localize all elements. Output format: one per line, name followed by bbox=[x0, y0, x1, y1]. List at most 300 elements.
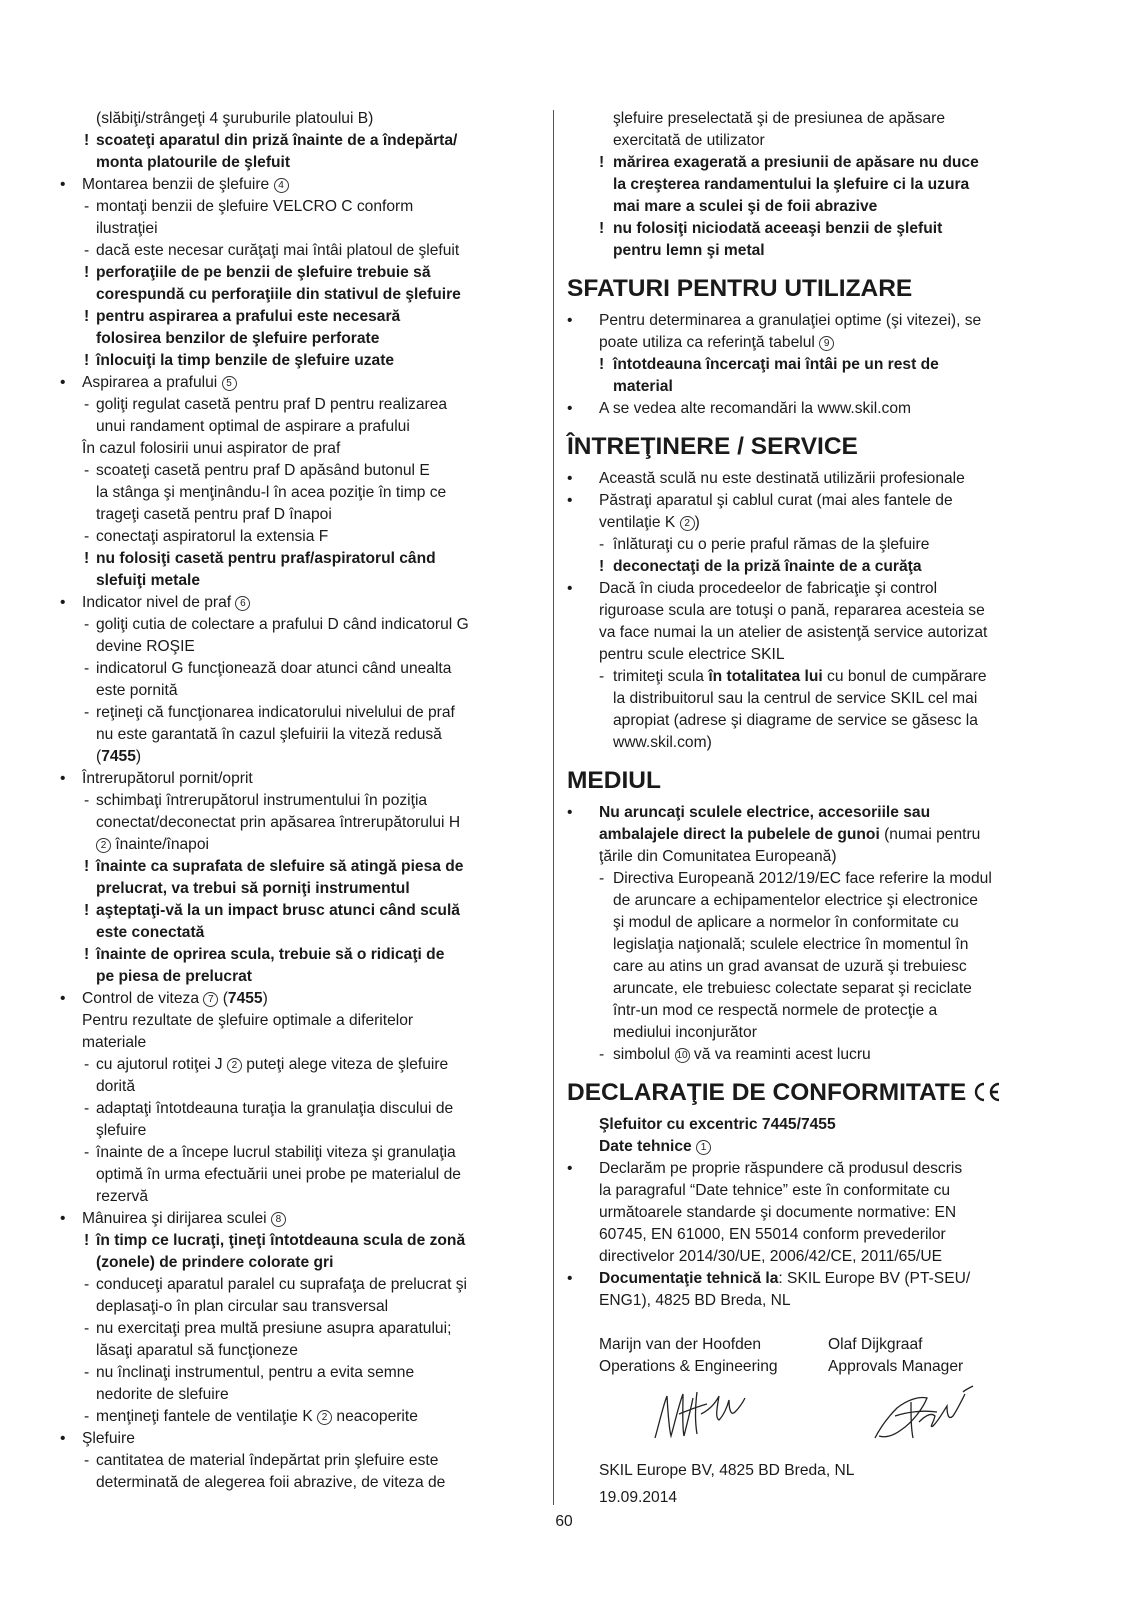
list-marker: - bbox=[84, 1408, 90, 1425]
list-marker: - bbox=[84, 1276, 90, 1293]
line-text: Date tehnice bbox=[599, 1138, 692, 1155]
line-text: aşteptaţi-vă la un impact brusc atunci când sculă bbox=[96, 902, 460, 919]
line-text: Aspirarea a prafului bbox=[82, 374, 218, 391]
text-line bbox=[60, 1010, 550, 1032]
text-line bbox=[567, 1114, 1057, 1136]
line-text: înainte ca suprafata de slefuire să atingă piesa de bbox=[96, 858, 464, 875]
line-text: goliţi cutia de colectare a prafului D când indicatorul G bbox=[96, 616, 469, 633]
line-text: nu folosiţi niciodată aceeaşi benzii de şlefuit bbox=[613, 220, 943, 237]
line-text: apropiat (adrese şi diagrame de service se găsesc la bbox=[613, 712, 978, 729]
text-line bbox=[60, 680, 550, 702]
list-marker: • bbox=[567, 1270, 573, 1287]
text-line bbox=[567, 1224, 1057, 1246]
line-text: va face numai la un atelier de asistenţă service autorizat bbox=[599, 624, 988, 641]
page-number: 60 bbox=[555, 1513, 573, 1530]
list-marker: - bbox=[84, 396, 90, 413]
line-text: corespundă cu perforaţiile din stativul de şlefuire bbox=[96, 286, 461, 303]
list-marker: ! bbox=[599, 220, 605, 237]
line-text: înlăturaţi cu o perie praful rămas de la şlefuire bbox=[613, 536, 930, 553]
text-line bbox=[567, 398, 1057, 420]
line-text: nu folosiţi casetă pentru praf/aspiratorul când bbox=[96, 550, 436, 567]
line-text: trimiteţi scula bbox=[613, 668, 709, 685]
text-line bbox=[567, 332, 1057, 354]
text-line bbox=[60, 394, 550, 416]
text-line bbox=[567, 1180, 1057, 1202]
section-heading bbox=[567, 766, 1057, 796]
text-line bbox=[567, 666, 1057, 688]
line-text: nu înclinaţi instrumentul, pentru a evita semne bbox=[96, 1364, 415, 1381]
text-line bbox=[567, 732, 1057, 754]
text-line bbox=[60, 944, 550, 966]
list-marker: - bbox=[599, 536, 605, 553]
text-line bbox=[60, 1208, 550, 1230]
line-text: dorită bbox=[96, 1078, 136, 1095]
list-marker: ! bbox=[84, 264, 90, 281]
list-marker: ! bbox=[84, 902, 90, 919]
text-line bbox=[567, 688, 1057, 710]
text-line bbox=[567, 468, 1057, 490]
list-marker: ! bbox=[84, 308, 90, 325]
list-marker: ! bbox=[84, 132, 90, 149]
list-marker: • bbox=[567, 470, 573, 487]
list-marker: • bbox=[60, 1430, 66, 1447]
figure-ref-icon: 9 bbox=[819, 336, 834, 351]
text-line bbox=[60, 196, 550, 218]
list-marker: • bbox=[60, 990, 66, 1007]
text-line bbox=[60, 372, 550, 394]
line-text: pentru aspirarea a prafului este necesară bbox=[96, 308, 401, 325]
text-line bbox=[60, 988, 550, 1010]
line-text: întotdeauna încercaţi mai întâi pe un rest de bbox=[613, 356, 939, 373]
line-text: neacoperite bbox=[336, 1408, 418, 1425]
text-line bbox=[567, 1136, 1057, 1158]
line-text: www.skil.com) bbox=[613, 734, 712, 751]
line-text: Pentru determinarea a granulaţiei optime (şi vitezei), se bbox=[599, 312, 982, 329]
line-text: monta platourile de şlefuit bbox=[96, 154, 291, 171]
line-text: Montarea benzii de şlefuire bbox=[82, 176, 270, 193]
line-text: într-un mod ce respectă normele de protecţie a bbox=[613, 1002, 938, 1019]
text-line bbox=[60, 1428, 550, 1450]
text-line bbox=[60, 724, 550, 746]
line-text: cu ajutorul rotiţei J bbox=[96, 1056, 223, 1073]
line-text: ENG1), 4825 BD Breda, NL bbox=[599, 1292, 791, 1309]
text-line bbox=[567, 1268, 1057, 1290]
text-line bbox=[567, 890, 1057, 912]
line-text: şi modul de aplicare a normelor în conformitate cu bbox=[613, 914, 959, 931]
text-line bbox=[60, 812, 550, 834]
line-text: Declarăm pe proprie răspundere că produsul descris bbox=[599, 1160, 963, 1177]
text-line bbox=[567, 196, 1057, 218]
text-line bbox=[567, 354, 1057, 376]
list-marker: • bbox=[567, 1160, 573, 1177]
line-text: A se vedea alte recomandări la www.skil.com bbox=[599, 400, 912, 417]
line-text: Întrerupătorul pornit/oprit bbox=[82, 770, 253, 787]
line-text: este conectată bbox=[96, 924, 205, 941]
bold-text: 7455 bbox=[227, 990, 263, 1007]
section-heading-text: SFATURI PENTRU UTILIZARE bbox=[567, 275, 913, 302]
line-text: riguroase scula are totuşi o pană, repararea acesteia se bbox=[599, 602, 985, 619]
figure-ref-icon: 2 bbox=[96, 838, 111, 853]
section-heading bbox=[567, 274, 1057, 304]
line-text: Directiva Europeană 2012/19/EC face referire la modul bbox=[613, 870, 992, 887]
list-marker: ! bbox=[84, 352, 90, 369]
line-text: nu este garantată în cazul şlefuirii la viteză redusă bbox=[96, 726, 442, 743]
line-text: materiale bbox=[82, 1034, 147, 1051]
section-heading-text: ÎNTREŢINERE / SERVICE bbox=[567, 433, 858, 460]
line-text: Păstraţi aparatul şi cablul curat (mai ales fantele de bbox=[599, 492, 953, 509]
list-marker: • bbox=[60, 594, 66, 611]
right-column-text bbox=[567, 108, 1057, 1312]
line-text: Dacă în ciuda procedeelor de fabricaţie şi control bbox=[599, 580, 938, 597]
text-line bbox=[60, 746, 550, 768]
text-line bbox=[60, 1296, 550, 1318]
list-marker: - bbox=[599, 668, 605, 685]
line-text: conectaţi aspiratorul la extensia F bbox=[96, 528, 329, 545]
text-line bbox=[60, 1032, 550, 1054]
figure-ref-icon: 1 bbox=[696, 1140, 711, 1155]
figure-ref-icon: 6 bbox=[235, 596, 250, 611]
text-line bbox=[60, 1186, 550, 1208]
text-line bbox=[60, 1054, 550, 1076]
list-marker: ! bbox=[84, 946, 90, 963]
list-marker: • bbox=[60, 374, 66, 391]
text-line bbox=[60, 504, 550, 526]
line-text: următoarele standarde şi documente normative: EN bbox=[599, 1204, 957, 1221]
list-marker: - bbox=[84, 242, 90, 259]
line-text: simbolul bbox=[613, 1046, 671, 1063]
list-marker: • bbox=[567, 804, 573, 821]
line-text: nedorite de slefuire bbox=[96, 1386, 229, 1403]
signatory-1-name: Marijn van der Hoofden bbox=[599, 1336, 762, 1353]
line-text: la distribuitorul sau la centrul de service SKIL cel mai bbox=[613, 690, 978, 707]
line-text: (slăbiţi/strângeţi 4 şuruburile platoului B) bbox=[96, 110, 374, 127]
text-line bbox=[60, 570, 550, 592]
line-text: cu bonul de cumpărare bbox=[822, 668, 987, 685]
footer-address: SKIL Europe BV, 4825 BD Breda, NL bbox=[599, 1462, 855, 1479]
text-line bbox=[60, 416, 550, 438]
text-line bbox=[60, 482, 550, 504]
text-line bbox=[60, 526, 550, 548]
list-marker: - bbox=[84, 704, 90, 721]
text-line bbox=[567, 108, 1057, 130]
text-line bbox=[60, 702, 550, 724]
text-line bbox=[60, 548, 550, 570]
column-divider bbox=[553, 110, 554, 1505]
line-text: ) bbox=[262, 990, 268, 1007]
line-text: prelucrat, va trebui să porniţi instrumentul bbox=[96, 880, 410, 897]
section-heading bbox=[567, 432, 1057, 462]
line-text: directivelor 2014/30/UE, 2006/42/CE, 2011/65/UE bbox=[599, 1248, 942, 1265]
line-text: adaptaţi întotdeauna turaţia la granulaţia discului de bbox=[96, 1100, 454, 1117]
line-text: şlefuire preselectată şi de presiunea de apăsare bbox=[613, 110, 946, 127]
list-marker: - bbox=[84, 616, 90, 633]
line-text: ( bbox=[96, 748, 102, 765]
line-text: ventilaţie K bbox=[599, 514, 676, 531]
signatory-2-role: Approvals Manager bbox=[828, 1358, 964, 1375]
line-text: înainte de a începe lucrul stabiliţi viteza şi granulaţia bbox=[96, 1144, 456, 1161]
line-text: Pentru rezultate de şlefuire optimale a diferitelor bbox=[82, 1012, 414, 1029]
text-line bbox=[60, 1384, 550, 1406]
bold-text: 7455 bbox=[101, 748, 136, 765]
figure-ref-icon: 2 bbox=[680, 516, 695, 531]
line-text: optimă în urma efectuării unei probe pe materialul de bbox=[96, 1166, 461, 1183]
list-marker: ! bbox=[84, 858, 90, 875]
signature-block bbox=[567, 1334, 1057, 1509]
line-text: lăsaţi aparatul să funcţioneze bbox=[96, 1342, 298, 1359]
text-line bbox=[567, 644, 1057, 666]
line-text: montaţi benzii de şlefuire VELCRO C conform bbox=[96, 198, 414, 215]
list-marker: ! bbox=[599, 154, 605, 171]
text-line bbox=[567, 1202, 1057, 1224]
line-text: trageţi casetă pentru praf D înapoi bbox=[96, 506, 332, 523]
line-text: Şlefuitor cu excentric 7445/7455 bbox=[599, 1116, 836, 1133]
text-line bbox=[567, 240, 1057, 262]
line-text: deconectaţi de la priză înainte de a curăţa bbox=[613, 558, 922, 575]
figure-ref-icon: 8 bbox=[271, 1212, 286, 1227]
line-text: conectat/deconectat prin apăsarea întrerupătorului H bbox=[96, 814, 461, 831]
line-text: poate utiliza ca referinţă tabelul bbox=[599, 334, 815, 351]
text-line bbox=[567, 824, 1057, 846]
list-marker: • bbox=[567, 400, 573, 417]
list-marker: • bbox=[60, 1210, 66, 1227]
bold-text: Nu aruncaţi sculele electrice, accesoriile sau bbox=[599, 804, 931, 821]
text-line bbox=[60, 1362, 550, 1384]
line-text: pentru scule electrice SKIL bbox=[599, 646, 785, 663]
line-text: : SKIL Europe BV (PT-SEU/ bbox=[778, 1270, 971, 1287]
signature-1-image bbox=[649, 1384, 749, 1444]
line-text: la stânga şi menţinându-l în acea poziţie în timp ce bbox=[96, 484, 447, 501]
line-text: înlocuiţi la timp benzile de şlefuire uzate bbox=[96, 352, 395, 369]
line-text: perforaţiile de pe benzii de şlefuire trebuie să bbox=[96, 264, 431, 281]
text-line bbox=[60, 328, 550, 350]
line-text: devine ROŞIE bbox=[96, 638, 195, 655]
list-marker: ! bbox=[599, 356, 605, 373]
line-text: nu exercitaţi prea multă presiune asupra aparatului; bbox=[96, 1320, 452, 1337]
text-line bbox=[567, 218, 1057, 240]
bold-text: în totalitatea lui bbox=[708, 668, 823, 685]
list-marker: ! bbox=[84, 550, 90, 567]
text-line bbox=[567, 556, 1057, 578]
text-line bbox=[60, 790, 550, 812]
line-text: puteţi alege viteza de şlefuire bbox=[246, 1056, 449, 1073]
text-line bbox=[567, 978, 1057, 1000]
line-text: (numai pentru bbox=[879, 826, 981, 843]
list-marker: - bbox=[84, 462, 90, 479]
text-line bbox=[60, 900, 550, 922]
text-line bbox=[567, 376, 1057, 398]
right-column bbox=[567, 108, 1057, 1509]
text-line bbox=[567, 868, 1057, 890]
line-text: Indicator nivel de praf bbox=[82, 594, 232, 611]
text-line bbox=[60, 460, 550, 482]
text-line bbox=[567, 710, 1057, 732]
text-line bbox=[60, 592, 550, 614]
line-text: exercitată de utilizator bbox=[613, 132, 765, 149]
text-line bbox=[60, 966, 550, 988]
bold-text: Documentaţie tehnică la bbox=[599, 1270, 779, 1287]
line-text: scoateţi aparatul din priză înainte de a îndepărta/ bbox=[96, 132, 458, 149]
text-line bbox=[60, 636, 550, 658]
list-marker: - bbox=[84, 1452, 90, 1469]
text-line bbox=[60, 218, 550, 240]
text-line bbox=[60, 856, 550, 878]
ce-mark-icon bbox=[972, 1081, 1002, 1103]
list-marker: • bbox=[60, 770, 66, 787]
line-text: ţările din Comunitatea Europeană) bbox=[599, 848, 837, 865]
text-line bbox=[60, 1098, 550, 1120]
list-marker: - bbox=[84, 528, 90, 545]
text-line bbox=[567, 802, 1057, 824]
line-text: în timp ce lucraţi, ţineţi întotdeauna scula de zonă bbox=[96, 1232, 466, 1249]
list-marker: - bbox=[84, 1056, 90, 1073]
text-line bbox=[567, 310, 1057, 332]
footer-date: 19.09.2014 bbox=[599, 1489, 678, 1506]
figure-ref-icon: 2 bbox=[317, 1410, 332, 1425]
line-text: la creşterea randamentului la şlefuire ci la uzura bbox=[613, 176, 970, 193]
list-marker: - bbox=[84, 1144, 90, 1161]
line-text: aruncate, ele trebuiesc colectate separat şi reciclate bbox=[613, 980, 972, 997]
line-text: legislaţia naţională; sculele electrice în momentul în bbox=[613, 936, 969, 953]
line-text: rezervă bbox=[96, 1188, 148, 1205]
text-line bbox=[60, 1340, 550, 1362]
text-line bbox=[567, 174, 1057, 196]
line-text: ) bbox=[694, 514, 700, 531]
line-text: pe piesa de prelucrat bbox=[96, 968, 252, 985]
line-text: mai mare a sculei şi de foii abrazive bbox=[613, 198, 878, 215]
line-text: este pornită bbox=[96, 682, 178, 699]
list-marker: - bbox=[84, 1320, 90, 1337]
list-marker: - bbox=[84, 660, 90, 677]
line-text: care au atins un grad avansat de uzură şi trebuiesc bbox=[613, 958, 967, 975]
line-text: În cazul folosirii unui aspirator de praf bbox=[82, 440, 341, 457]
text-line bbox=[567, 512, 1057, 534]
text-line bbox=[60, 1076, 550, 1098]
line-text: de aruncare a echipamentelor electrice şi electronice bbox=[613, 892, 978, 909]
text-line bbox=[567, 912, 1057, 934]
line-text: înainte de oprirea scula, trebuie să o ridicaţi de bbox=[96, 946, 445, 963]
text-line bbox=[567, 1290, 1057, 1312]
text-line bbox=[567, 1022, 1057, 1044]
text-line bbox=[567, 1246, 1057, 1268]
text-line bbox=[567, 600, 1057, 622]
bold-text: ambalajele direct la pubelele de gunoi bbox=[599, 826, 880, 843]
line-text: folosirea benzilor de şlefuire perforate bbox=[96, 330, 380, 347]
text-line bbox=[60, 152, 550, 174]
text-line bbox=[60, 1252, 550, 1274]
figure-ref-icon: 2 bbox=[227, 1058, 242, 1073]
text-line bbox=[60, 834, 550, 856]
line-text: reţineţi că funcţionarea indicatorului nivelului de praf bbox=[96, 704, 455, 721]
figure-ref-icon: 10 bbox=[676, 1050, 688, 1061]
list-marker: - bbox=[599, 1046, 605, 1063]
text-line bbox=[567, 956, 1057, 978]
line-text: şlefuire bbox=[96, 1122, 147, 1139]
line-text: dacă este necesar curăţaţi mai întâi platoul de şlefuit bbox=[96, 242, 460, 259]
signatory-1-role: Operations & Engineering bbox=[599, 1358, 778, 1375]
line-text: unui randament optimal de aspirare a prafului bbox=[96, 418, 410, 435]
text-line bbox=[60, 438, 550, 460]
line-text: înainte/înapoi bbox=[115, 836, 209, 853]
line-text: Mânuirea şi dirijarea sculei bbox=[82, 1210, 267, 1227]
text-line bbox=[60, 1274, 550, 1296]
text-line bbox=[60, 1472, 550, 1494]
text-line bbox=[567, 534, 1057, 556]
text-line bbox=[60, 284, 550, 306]
text-line bbox=[60, 1450, 550, 1472]
text-line bbox=[60, 922, 550, 944]
line-text: Această sculă nu este destinată utilizării profesionale bbox=[599, 470, 965, 487]
list-marker: • bbox=[567, 492, 573, 509]
line-text: material bbox=[613, 378, 673, 395]
text-line bbox=[60, 614, 550, 636]
list-marker: - bbox=[599, 870, 605, 887]
text-line bbox=[60, 768, 550, 790]
text-line bbox=[60, 658, 550, 680]
signatory-2-name: Olaf Dijkgraaf bbox=[828, 1336, 923, 1353]
text-line bbox=[60, 262, 550, 284]
section-heading-text: DECLARAŢIE DE CONFORMITATE bbox=[567, 1079, 967, 1106]
line-text: ) bbox=[135, 748, 142, 765]
list-marker: - bbox=[84, 198, 90, 215]
line-text: Control de viteza bbox=[82, 990, 200, 1007]
list-marker: ! bbox=[599, 558, 605, 575]
text-line bbox=[60, 1230, 550, 1252]
line-text: deplasaţi-o în plan circular sau transversal bbox=[96, 1298, 389, 1315]
text-line bbox=[60, 174, 550, 196]
text-line bbox=[60, 1318, 550, 1340]
text-line bbox=[567, 578, 1057, 600]
line-text: mediului inconjurător bbox=[613, 1024, 757, 1041]
text-line bbox=[567, 130, 1057, 152]
text-line bbox=[567, 846, 1057, 868]
text-line bbox=[567, 1000, 1057, 1022]
list-marker: • bbox=[60, 176, 66, 193]
text-line bbox=[567, 1158, 1057, 1180]
line-text: schimbaţi întrerupătorul instrumentului în poziţia bbox=[96, 792, 428, 809]
line-text: slefuiţi metale bbox=[96, 572, 200, 589]
signature-2-image bbox=[867, 1382, 977, 1446]
line-text: cantitatea de material îndepărtat prin şlefuire este bbox=[96, 1452, 439, 1469]
text-line bbox=[567, 934, 1057, 956]
list-marker: - bbox=[84, 1100, 90, 1117]
text-line bbox=[60, 1164, 550, 1186]
line-text: conduceţi aparatul paralel cu suprafaţa de prelucrat şi bbox=[96, 1276, 468, 1293]
text-line bbox=[60, 1142, 550, 1164]
line-text: vă va reaminti acest lucru bbox=[693, 1046, 871, 1063]
list-marker: • bbox=[567, 312, 573, 329]
line-text: indicatorul G funcţionează doar atunci când unealta bbox=[96, 660, 452, 677]
line-text: (zonele) de prindere colorate gri bbox=[96, 1254, 334, 1271]
text-line bbox=[60, 306, 550, 328]
line-text: ilustraţiei bbox=[96, 220, 158, 237]
figure-ref-icon: 5 bbox=[222, 376, 237, 391]
text-line bbox=[567, 1044, 1057, 1066]
text-line bbox=[60, 108, 550, 130]
text-line bbox=[567, 490, 1057, 512]
figure-ref-icon: 4 bbox=[274, 178, 289, 193]
line-text: mărirea exagerată a presiunii de apăsare nu duce bbox=[613, 154, 979, 171]
text-line bbox=[60, 130, 550, 152]
list-marker: • bbox=[567, 580, 573, 597]
line-text: menţineţi fantele de ventilaţie K bbox=[96, 1408, 313, 1425]
list-marker: - bbox=[84, 792, 90, 809]
section-heading-text: MEDIUL bbox=[567, 767, 661, 794]
line-text: scoateţi casetă pentru praf D apăsând butonul E bbox=[96, 462, 430, 479]
left-column bbox=[60, 108, 550, 1494]
text-line bbox=[60, 878, 550, 900]
text-line bbox=[60, 1406, 550, 1428]
figure-ref-icon: 7 bbox=[203, 992, 218, 1007]
